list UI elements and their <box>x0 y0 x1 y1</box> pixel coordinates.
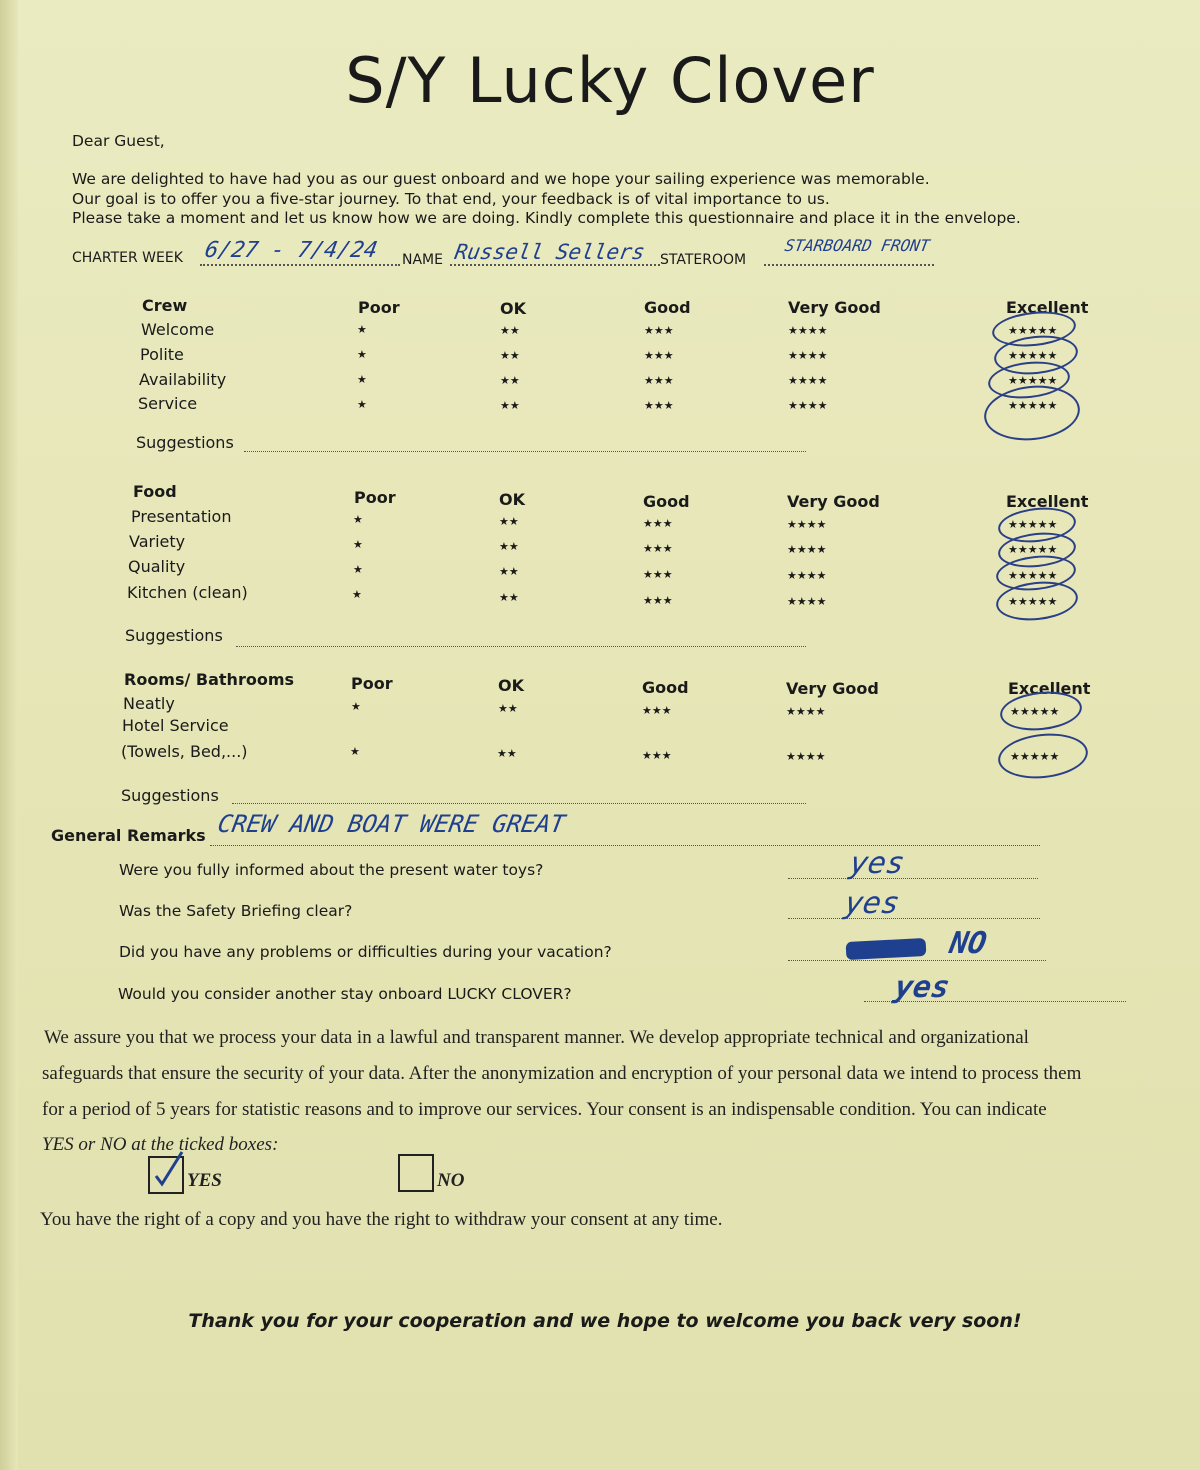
crew-welcome-verygood[interactable]: ★★★★ <box>788 324 828 337</box>
name-value[interactable]: Russell Sellers <box>452 240 647 264</box>
privacy-withdraw: You have the right of a copy and you have the right to withdraw your consent at any time. <box>40 1209 723 1230</box>
crew-service-ok[interactable]: ★★ <box>500 399 520 412</box>
crew-welcome-poor[interactable]: ★ <box>357 323 367 336</box>
rooms-suggestions-field[interactable] <box>232 803 806 804</box>
rooms-hotel-excellent[interactable]: ★★★★★ <box>1010 750 1060 763</box>
scribbled-out-answer <box>846 938 927 960</box>
answer-problems[interactable]: NO <box>946 926 990 961</box>
food-suggestions-field[interactable] <box>236 646 806 647</box>
privacy-line-3: for a period of 5 years for statistic reasons and to improve our services. Your consent is an indispensable condition. You can indicate <box>42 1099 1047 1120</box>
general-remarks-dots <box>210 845 1040 846</box>
crew-polite-excellent[interactable]: ★★★★★ <box>1008 349 1058 362</box>
food-good-header: Good <box>643 492 690 511</box>
rooms-neatly-poor[interactable]: ★ <box>351 700 361 713</box>
answer-water-toys-dots <box>788 878 1038 879</box>
food-quality-good[interactable]: ★★★ <box>643 568 673 581</box>
food-title: Food <box>133 482 177 501</box>
crew-poor-header: Poor <box>358 298 400 317</box>
crew-ok-header: OK <box>500 299 526 318</box>
charter-week-value[interactable]: 6/27 - 7/4/24 <box>202 238 380 263</box>
rooms-hotel-ok[interactable]: ★★ <box>497 747 517 760</box>
question-water-toys: Were you fully informed about the present water toys? <box>119 861 544 879</box>
rooms-hotel-selection-circle <box>996 729 1090 782</box>
food-presentation-ok[interactable]: ★★ <box>499 515 519 528</box>
intro-line-1: We are delighted to have had you as our guest onboard and we hope your sailing experience was memorable. <box>72 170 930 188</box>
rooms-good-header: Good <box>642 678 689 697</box>
food-item-kitchen: Kitchen (clean) <box>127 583 248 602</box>
food-suggestions-label: Suggestions <box>125 626 223 645</box>
answer-problems-dots <box>788 960 1046 961</box>
food-verygood-header: Very Good <box>787 492 880 511</box>
food-presentation-good[interactable]: ★★★ <box>643 517 673 530</box>
consent-no-label: NO <box>437 1170 465 1191</box>
stateroom-dots <box>764 264 934 266</box>
crew-item-polite: Polite <box>140 345 184 364</box>
crew-excellent-header: Excellent <box>1006 298 1089 317</box>
food-excellent-header: Excellent <box>1006 492 1089 511</box>
rooms-excellent-header: Excellent <box>1008 679 1091 698</box>
food-variety-ok[interactable]: ★★ <box>499 540 519 553</box>
crew-suggestions-label: Suggestions <box>136 433 234 452</box>
food-quality-poor[interactable]: ★ <box>353 563 363 576</box>
food-variety-verygood[interactable]: ★★★★ <box>787 543 827 556</box>
answer-safety-briefing-dots <box>788 918 1040 919</box>
consent-yes-checkbox[interactable] <box>148 1156 184 1194</box>
general-remarks-value[interactable]: CREW AND BOAT WERE GREAT <box>215 810 568 838</box>
stateroom-label: STATEROOM <box>660 252 747 268</box>
intro-line-2: Our goal is to offer you a five-star journey. To that end, your feedback is of vital importance to us. <box>72 190 830 208</box>
rooms-hotel-good[interactable]: ★★★ <box>642 749 672 762</box>
food-quality-ok[interactable]: ★★ <box>499 565 519 578</box>
charter-week-label: CHARTER WEEK <box>72 250 183 266</box>
consent-yes-label: YES <box>187 1170 222 1191</box>
thank-you-message: Thank you for your cooperation and we hope to welcome you back very soon! <box>188 1310 1022 1332</box>
crew-availability-verygood[interactable]: ★★★★ <box>788 374 828 387</box>
intro-line-3: Please take a moment and let us know how we are doing. Kindly complete this questionnaire and place it in the envelope. <box>72 209 1021 227</box>
crew-polite-ok[interactable]: ★★ <box>500 349 520 362</box>
crew-item-service: Service <box>138 394 198 413</box>
crew-service-verygood[interactable]: ★★★★ <box>788 399 828 412</box>
rooms-poor-header: Poor <box>351 674 393 693</box>
food-kitchen-excellent[interactable]: ★★★★★ <box>1008 595 1058 608</box>
crew-welcome-good[interactable]: ★★★ <box>644 324 674 337</box>
crew-welcome-excellent[interactable]: ★★★★★ <box>1008 324 1058 337</box>
privacy-line-4: YES or NO at the ticked boxes: <box>42 1134 279 1155</box>
rooms-verygood-header: Very Good <box>786 679 879 698</box>
charter-week-dots <box>200 264 400 266</box>
crew-suggestions-field[interactable] <box>244 451 806 452</box>
privacy-line-2: safeguards that ensure the security of your data. After the anonymization and encryption of your personal data we intend to process them <box>42 1063 1082 1084</box>
food-kitchen-poor[interactable]: ★ <box>352 588 362 601</box>
crew-verygood-header: Very Good <box>788 298 881 317</box>
rooms-hotel-verygood[interactable]: ★★★★ <box>786 750 826 763</box>
question-safety-briefing: Was the Safety Briefing clear? <box>119 902 353 920</box>
consent-no-checkbox[interactable] <box>398 1154 434 1192</box>
food-kitchen-ok[interactable]: ★★ <box>499 591 519 604</box>
food-presentation-excellent[interactable]: ★★★★★ <box>1008 518 1058 531</box>
crew-polite-poor[interactable]: ★ <box>357 348 367 361</box>
crew-polite-verygood[interactable]: ★★★★ <box>788 349 828 362</box>
food-variety-good[interactable]: ★★★ <box>643 542 673 555</box>
rooms-neatly-ok[interactable]: ★★ <box>498 702 518 715</box>
crew-availability-poor[interactable]: ★ <box>357 373 367 386</box>
rooms-neatly-verygood[interactable]: ★★★★ <box>786 705 826 718</box>
answer-another-stay[interactable]: yes <box>891 970 953 1005</box>
greeting: Dear Guest, <box>72 132 165 150</box>
crew-item-availability: Availability <box>139 370 227 389</box>
crew-availability-ok[interactable]: ★★ <box>500 374 520 387</box>
rooms-suggestions-label: Suggestions <box>121 786 219 805</box>
rooms-neatly-excellent[interactable]: ★★★★★ <box>1010 705 1060 718</box>
stateroom-value[interactable]: STARBOARD FRONT <box>783 236 932 255</box>
question-problems: Did you have any problems or difficulties during your vacation? <box>119 943 612 961</box>
food-kitchen-good[interactable]: ★★★ <box>643 594 673 607</box>
rooms-item-neatly: Neatly <box>123 694 175 713</box>
food-presentation-verygood[interactable]: ★★★★ <box>787 518 827 531</box>
food-poor-header: Poor <box>354 488 396 507</box>
rooms-title: Rooms/ Bathrooms <box>124 670 295 689</box>
crew-title: Crew <box>142 296 188 315</box>
crew-service-poor[interactable]: ★ <box>357 398 367 411</box>
rooms-ok-header: OK <box>498 676 524 695</box>
food-variety-excellent[interactable]: ★★★★★ <box>1008 543 1058 556</box>
rooms-item-hotel-service: Hotel Service <box>122 716 229 735</box>
food-ok-header: OK <box>499 490 525 509</box>
crew-service-good[interactable]: ★★★ <box>644 399 674 412</box>
crew-item-welcome: Welcome <box>141 320 215 339</box>
paper-edge <box>0 0 18 1470</box>
crew-service-excellent[interactable]: ★★★★★ <box>1008 399 1058 412</box>
crew-polite-good[interactable]: ★★★ <box>644 349 674 362</box>
food-item-presentation: Presentation <box>131 507 232 526</box>
rooms-neatly-good[interactable]: ★★★ <box>642 704 672 717</box>
answer-water-toys[interactable]: yes <box>846 846 908 881</box>
crew-availability-good[interactable]: ★★★ <box>644 374 674 387</box>
general-remarks-label: General Remarks <box>51 826 206 845</box>
rooms-hotel-poor[interactable]: ★ <box>350 745 360 758</box>
food-variety-poor[interactable]: ★ <box>353 538 363 551</box>
rooms-item-towels-bed: (Towels, Bed,...) <box>121 742 248 761</box>
question-another-stay: Would you consider another stay onboard LUCKY CLOVER? <box>118 985 572 1003</box>
food-kitchen-verygood[interactable]: ★★★★ <box>787 595 827 608</box>
answer-safety-briefing[interactable]: yes <box>841 886 903 921</box>
food-quality-verygood[interactable]: ★★★★ <box>787 569 827 582</box>
food-presentation-poor[interactable]: ★ <box>353 513 363 526</box>
checkmark-icon <box>148 1148 188 1188</box>
name-dots <box>450 264 660 266</box>
food-item-quality: Quality <box>128 557 186 576</box>
food-quality-excellent[interactable]: ★★★★★ <box>1008 569 1058 582</box>
page-title: S/Y Lucky Clover <box>345 44 875 117</box>
privacy-line-1: We assure you that we process your data in a lawful and transparent manner. We develop appropriate technical and organizational <box>44 1027 1029 1048</box>
crew-welcome-ok[interactable]: ★★ <box>500 324 520 337</box>
food-item-variety: Variety <box>129 532 186 551</box>
crew-availability-excellent[interactable]: ★★★★★ <box>1008 374 1058 387</box>
name-label: NAME <box>402 252 443 268</box>
crew-good-header: Good <box>644 298 691 317</box>
